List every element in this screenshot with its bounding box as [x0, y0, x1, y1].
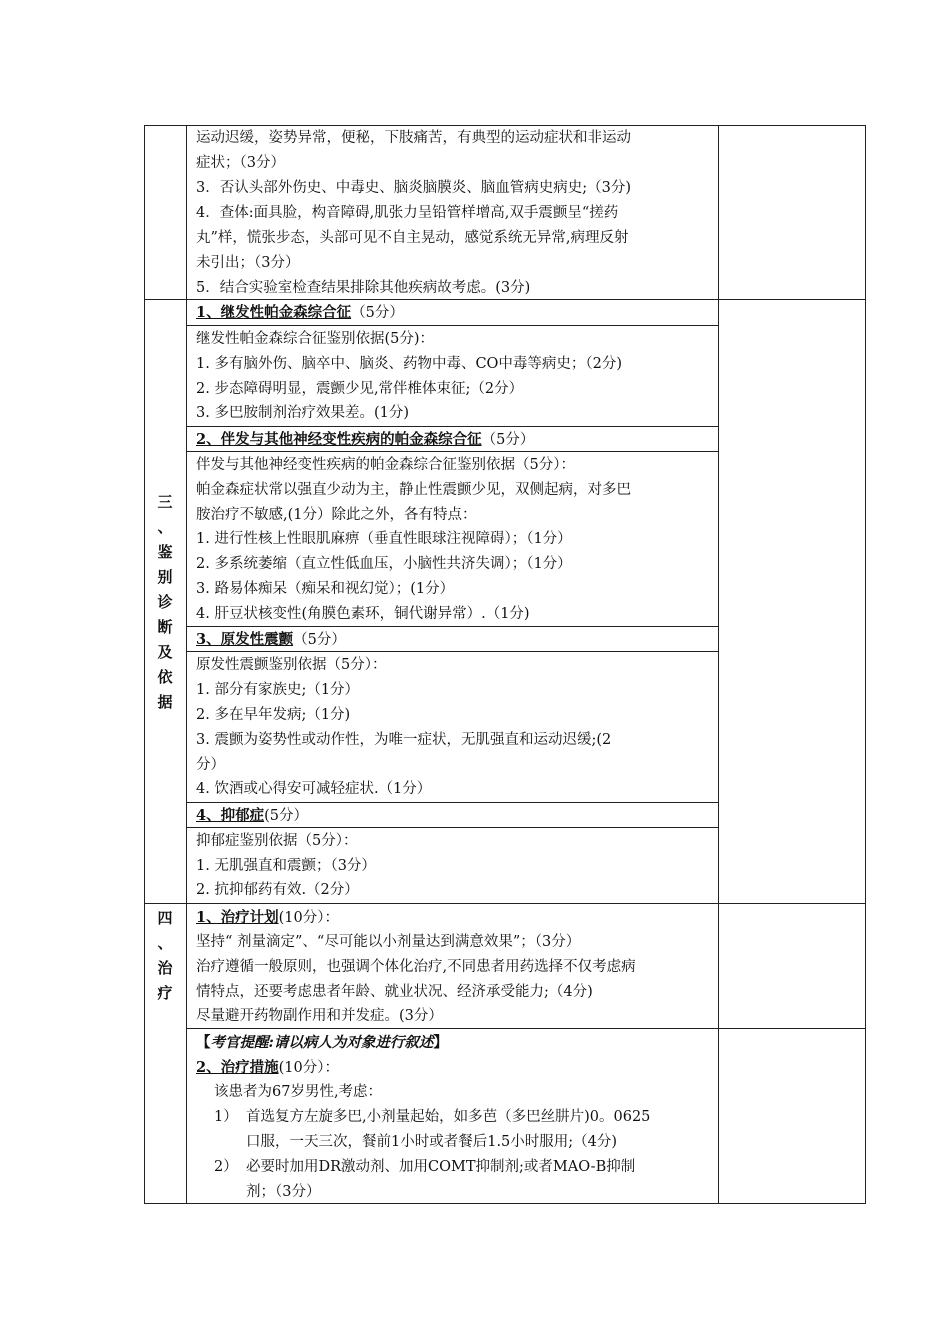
heading-title: 3、原发性震颤	[196, 631, 294, 648]
column-divider	[186, 125, 187, 1204]
text-line: 胺治疗不敏感,(1分）除此之外，各有特点：	[196, 507, 477, 523]
text-line: 情特点，还要考虑患者年龄、就业状况、经济承受能力;（4分)	[196, 984, 593, 1000]
row-divider	[144, 903, 866, 904]
text-line: 帕金森症状常以强直少动为主，静止性震颤少见，双侧起病，对多巴	[196, 482, 631, 498]
section-label-char: 及	[157, 643, 173, 661]
text-line: 运动迟缓，姿势异常，便秘，下肢痛苦，有典型的运动症状和非运动	[196, 130, 631, 146]
section-label-treatment	[145, 906, 185, 1006]
group-heading	[196, 300, 404, 326]
text-line: 未引出；（3分）	[196, 255, 300, 271]
treatment-plan-heading	[196, 905, 339, 931]
patient-line: 该患者为67岁男性,考虑：	[214, 1084, 383, 1100]
text-line: 分）	[196, 757, 225, 773]
section-label-char: 、	[157, 934, 173, 952]
measure-number: 2）	[214, 1159, 238, 1175]
text-line: 4. 饮酒或心得安可减轻症状.（1分）	[196, 781, 432, 797]
measure-text: 剂；（3分）	[246, 1184, 321, 1200]
section-label-char: 别	[157, 568, 173, 586]
text-line: 3．否认头部外伤史、中毒史、脑炎脑膜炎、脑血管病史病史;（3分)	[196, 180, 631, 196]
text-line: 继发性帕金森综合征鉴别依据(5分)：	[196, 331, 435, 347]
section-label-char: 据	[157, 693, 173, 711]
text-line: 1. 部分有家族史;（1分）	[196, 682, 360, 698]
group-heading	[196, 427, 534, 453]
reminder-text: 考官提醒:请以病人为对象进行叙述	[210, 1034, 434, 1051]
heading-title: 1、继发性帕金森综合征	[196, 304, 352, 321]
text-line: 2. 抗抑郁药有效.（2分）	[196, 882, 359, 898]
heading-title: 2、治疗措施	[196, 1059, 279, 1076]
text-line: 3. 震颤为姿势性或动作性，为唯一症状，无肌强直和运动迟缓;(2	[196, 732, 612, 748]
section-label-char: 断	[157, 618, 173, 636]
text-line: 3. 路易体痴呆（痴呆和视幻觉）；(1分）	[196, 581, 455, 597]
text-line: 1. 多有脑外伤、脑卒中、脑炎、药物中毒、CO中毒等病史；（2分)	[196, 356, 623, 372]
text-line: 2. 步态障碍明显，震颤少见,常伴椎体束征;（2分）	[196, 381, 524, 397]
group-heading	[196, 803, 308, 829]
section-label-char: 三	[157, 493, 173, 511]
column-divider	[718, 125, 719, 1204]
heading-title: 4、抑郁症	[196, 807, 265, 824]
text-line: 治疗遵循一般原则，也强调个体化治疗,不同患者用药选择不仅考虑病	[196, 959, 636, 975]
treatment-measures-heading	[196, 1055, 339, 1081]
heading-score: (10分）：	[278, 1060, 339, 1076]
bracket-close: 】	[433, 1034, 448, 1051]
examiner-reminder	[196, 1030, 448, 1056]
section-label-char: 治	[157, 959, 173, 977]
section-label-char: 鉴	[157, 543, 173, 561]
text-line: 原发性震颤鉴别依据（5分）：	[196, 657, 387, 673]
text-line: 5．结合实验室检查结果排除其他疾病故考虑。(3分)	[196, 280, 531, 296]
text-line: 1. 无肌强直和震颤；（3分）	[196, 858, 376, 874]
bracket-open: 【	[196, 1034, 211, 1051]
text-line: 1. 进行性核上性眼肌麻痹（垂直性眼球注视障碍）；（1分）	[196, 531, 572, 547]
heading-score: （5分）	[293, 632, 346, 648]
section-label-char: 、	[157, 518, 173, 536]
text-line: 4．查体:面具脸，构音障碍,肌张力呈铅管样增高,双手震颤呈“搓药	[196, 205, 619, 221]
section-label-char: 四	[157, 909, 173, 927]
text-line: 伴发与其他神经变性疾病的帕金森综合征鉴别依据（5分）：	[196, 457, 575, 473]
section-label-char: 依	[157, 668, 173, 686]
group-heading	[196, 627, 346, 653]
heading-score: (10分）：	[278, 910, 339, 926]
measure-text: 首选复方左旋多巴,小剂量起始，如多芭（多巴丝肼片)0。0625	[246, 1109, 651, 1125]
section-label-differential-diagnosis	[145, 490, 185, 715]
measure-number: 1）	[214, 1109, 238, 1125]
section-label-char: 诊	[157, 593, 173, 611]
text-line: 抑郁症鉴别依据（5分）：	[196, 833, 358, 849]
text-line: 尽量避开药物副作用和并发症。(3分）	[196, 1008, 443, 1024]
text-line: 2. 多系统萎缩（直立性低血压，小脑性共济失调）；（1分）	[196, 556, 572, 572]
heading-title: 2、伴发与其他神经变性疾病的帕金森综合征	[196, 431, 482, 448]
table-right-border	[865, 125, 866, 1204]
text-line: 丸”样，慌张步态，头部可见不自主晃动，感觉系统无异常,病理反射	[196, 230, 629, 246]
heading-score: （5分）	[351, 305, 404, 321]
measure-text: 必要时加用DR激动剂、加用COMT抑制剂;或者MAO-B抑制	[246, 1159, 636, 1175]
text-line: 坚持“ 剂量滴定”、“尽可能以小剂量达到满意效果”；（3分）	[196, 934, 581, 950]
heading-score: （5分）	[481, 432, 535, 448]
text-line: 4. 肝豆状核变性(角膜色素环，铜代谢异常）.（1分)	[196, 606, 530, 622]
section-label-char: 疗	[157, 984, 173, 1002]
text-line: 症状；（3分）	[196, 155, 285, 171]
text-line: 3. 多巴胺制剂治疗效果差。(1分)	[196, 405, 409, 421]
heading-title: 1、治疗计划	[196, 909, 279, 926]
heading-score: (5分）	[264, 808, 308, 824]
measure-text: 口服，一天三次，餐前1小时或者餐后1.5小时服用;（4分)	[246, 1134, 618, 1150]
text-line: 2. 多在早年发病;（1分)	[196, 707, 351, 723]
